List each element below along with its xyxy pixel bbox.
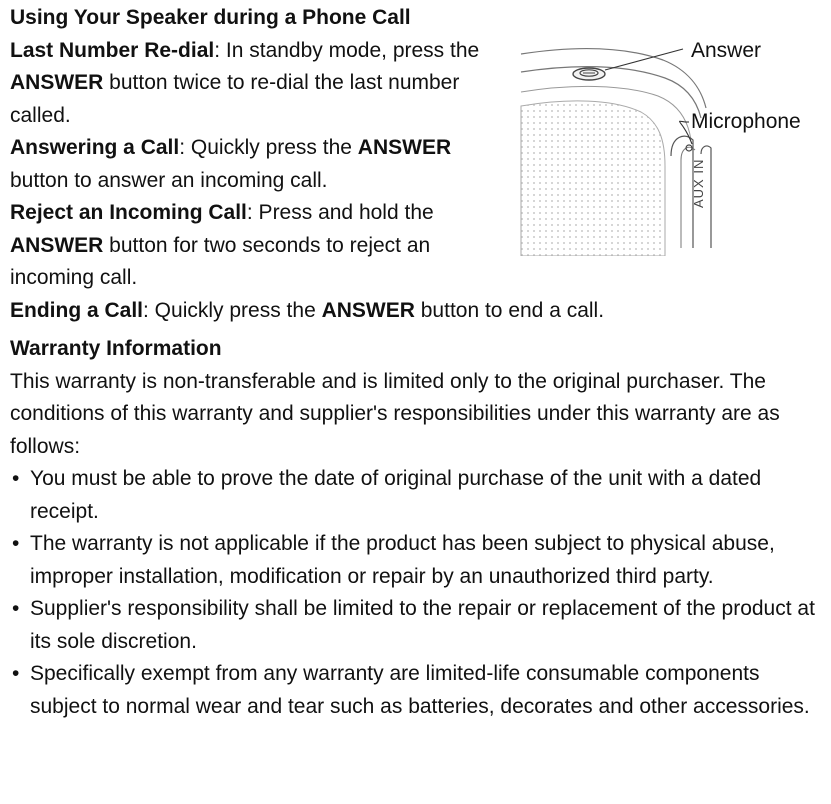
answer-button-name: ANSWER [357,136,452,159]
list-item: • Specifically exempt from any warranty are limited-life consumable components subject to normal wear and tear such as batteries, decorates and other accessories. [10,658,825,723]
redial-button-name: ANSWER [10,71,104,94]
reject-button-name: ANSWER [10,233,104,257]
answer-label: Answering a Call [10,136,180,159]
reject-text-before: : Press and hold the [246,201,434,224]
manual-page [10,2,825,723]
answer-callout-label: Answer [691,39,762,62]
end-text-before: : Quickly press the [143,298,322,322]
warranty-intro: This warranty is non-transferable and is limited only to the original purchaser. The conditions of this warranty and supplier's responsibilities under this warranty are as follows: [10,369,780,458]
reject-paragraph [10,197,515,295]
list-item: • You must be able to prove the date of original purchase of the unit with a dated receipt. [10,463,825,528]
answer-text-after: button to answer an incoming call. [10,168,328,192]
redial-text-after: button twice to re-dial the last number called. [10,71,460,127]
end-text-after: button to end a call. [414,298,605,322]
end-paragraph [10,295,825,328]
reject-label: Reject an Incoming Call [10,201,247,224]
redial-paragraph [10,35,515,133]
warranty-bullet-list [10,463,825,723]
end-label: Ending a Call [10,298,144,322]
microphone-callout-label: Microphone [691,110,801,133]
aux-in-label: AUX IN [691,158,706,208]
phone-call-title: Using Your Speaker during a Phone Call [10,6,411,29]
end-button-name: ANSWER [321,298,415,322]
redial-text-before: : In standby mode, press the [214,38,480,62]
phone-call-section [10,2,515,295]
warranty-title: Warranty Information [10,337,222,360]
redial-label: Last Number Re-dial [10,38,215,62]
list-item: • Supplier's responsibility shall be limited to the repair or replacement of the product at its sole discretion. [10,593,825,658]
answer-paragraph [10,132,515,197]
reject-text-after: button for two seconds to reject an incoming call. [10,233,431,289]
answer-text-before: : Quickly press the [179,136,358,159]
list-item: • The warranty is not applicable if the product has been subject to physical abuse, improper installation, modification or repair by an unauthorized third party. [10,528,825,593]
